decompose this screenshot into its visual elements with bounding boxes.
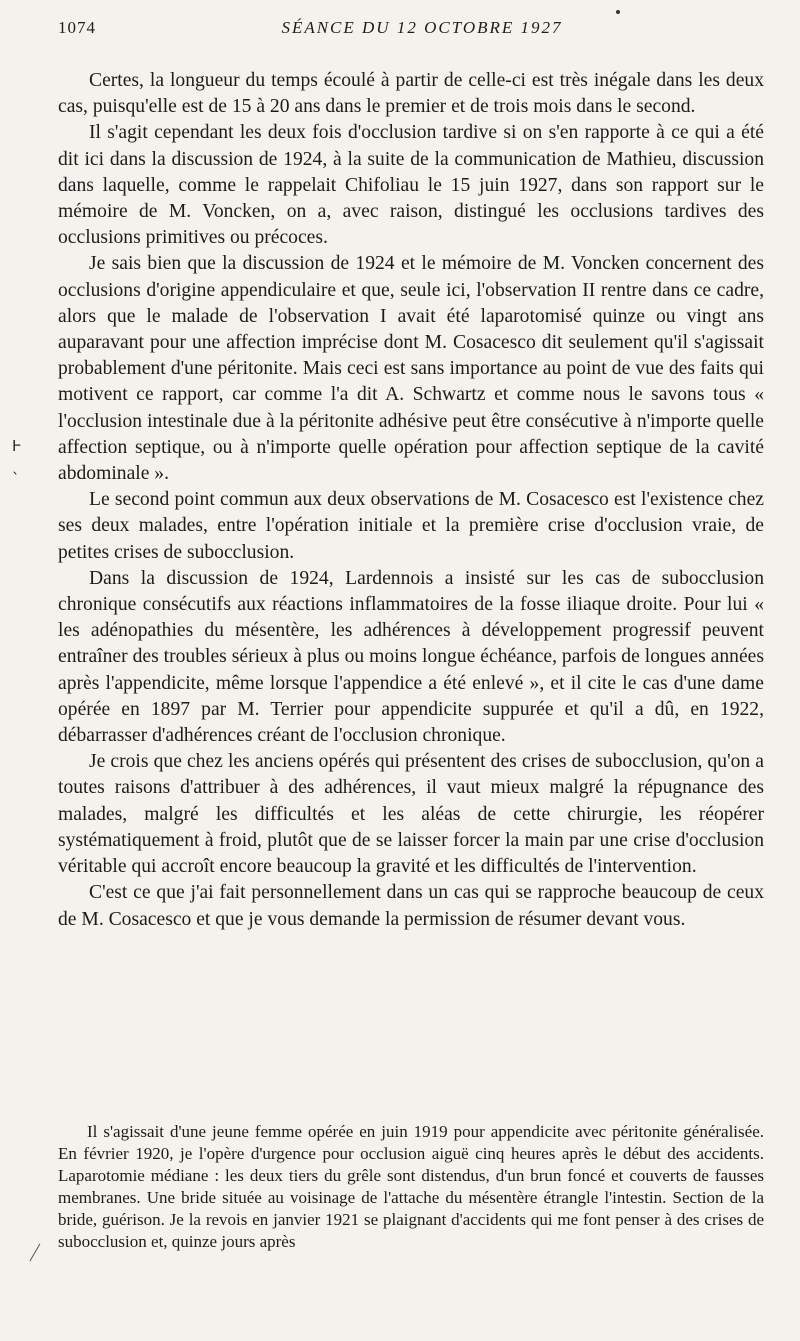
page-header [58,18,786,46]
paragraph: C'est ce que j'ai fait personnellement dans un cas qui se rapproche beaucoup de ceux de M. Cosacesco et que je vous demande la permission de résumer devant vous. [58,882,764,930]
main-text [58,68,764,933]
running-title: SÉANCE DU 12 OCTOBRE 1927 [281,18,563,37]
margin-mark-2: ˎ [12,457,20,475]
paragraph: Je sais bien que la discussion de 1924 et le mémoire de M. Voncken concernent des occlusions d'origine appendiculaire et que, seule ici, l'observation II rentre dans ce cadre, alors que le malade de l'observation I avait été laparotomisé quinze ou vingt ans auparavant pour une affection imprécise dont M. Cosacesco dit seulement qu'il s'agissait probablement d'une péritonite. Mais ceci est sans importance au point de vue des faits qui motivent ce rapport, car comme l'a dit A. Schwartz et comme nous le savons tous « l'occlusion intestinale due à la péritonite adhésive peut être consécutive à n'importe quelle affection septique, ou à n'importe quelle opération pour affection septique de la cavité abdominale ». [58,253,764,485]
paragraph: Je crois que chez les anciens opérés qui présentent des crises de subocclusion, qu'on a toutes raisons d'attribuer à des adhérences, il vaut mieux malgré la répugnance des malades, malgré les difficultés et les aléas de cette chirurgie, les réopérer systématiquement à froid, plutôt que de se laisser forcer la main par une crise d'occlusion véritable qui accroît encore beaucoup la gravité et les difficultés de l'intervention. [58,751,764,878]
footnote-text [58,1121,764,1253]
ink-dot [616,10,620,14]
stray-pencil-mark [29,1244,45,1265]
paragraph: Il s'agit cependant les deux fois d'occlusion tardive si on s'en rapporte à ce qui a été dit ici dans la discussion de 1924, à la suite de la communication de Mathieu, discussion dans laquelle, comme le rappelait Chifoliau le 15 juin 1927, dans son rapport sur le mémoire de M. Voncken, on a, avec raison, distingué les occlusions tardives des occlusions primitives ou précoces. [58,122,764,249]
paragraph: Certes, la longueur du temps écoulé à partir de celle-ci est très inégale dans les deux cas, puisqu'elle est de 15 à 20 ans dans le premier et de trois mois dans le second. [58,70,764,118]
margin-mark-1: Ͱ [12,437,22,455]
paragraph: Dans la discussion de 1924, Lardennois a insisté sur les cas de subocclusion chronique consécutifs aux réactions inflammatoires de la fosse iliaque droite. Pour lui « les adénopathies du mésentère, les adhérences à développement progressif peuvent entraîner des troubles sérieux à plus ou moins longue échéance, parfois de longues années après l'appendicite, même lorsque l'appendice a été enlevé », et il cite le cas d'une dame opérée en 1897 par M. Terrier pour appendicite suppurée et qu'il a dû, en 1922, débarrasser d'adhérences créant de l'occlusion chronique. [58,567,764,747]
footnote-paragraph: Il s'agissait d'une jeune femme opérée en juin 1919 pour appendicite avec péritonite généralisée. En février 1920, je l'opère d'urgence pour occlusion aiguë cinq heures après le début des accidents. Laparotomie médiane : les deux tiers du grêle sont distendus, d'un brun foncé et couverts de fausses membranes. Une bride située au voisinage de l'attache du mésentère étrangle l'intestin. Section de la bride, guérison. Je la revois en janvier 1921 se plaignant d'accidents qui me font penser à des crises de subocclusion et, quinze jours après [58,1122,764,1251]
paragraph: Le second point commun aux deux observations de M. Cosacesco est l'existence chez ses deux malades, entre l'opération initiale et la première crise d'occlusion vraie, de petites crises de subocclusion. [58,489,764,563]
margin-annotation [12,436,22,476]
page-number: 1074 [58,18,96,37]
